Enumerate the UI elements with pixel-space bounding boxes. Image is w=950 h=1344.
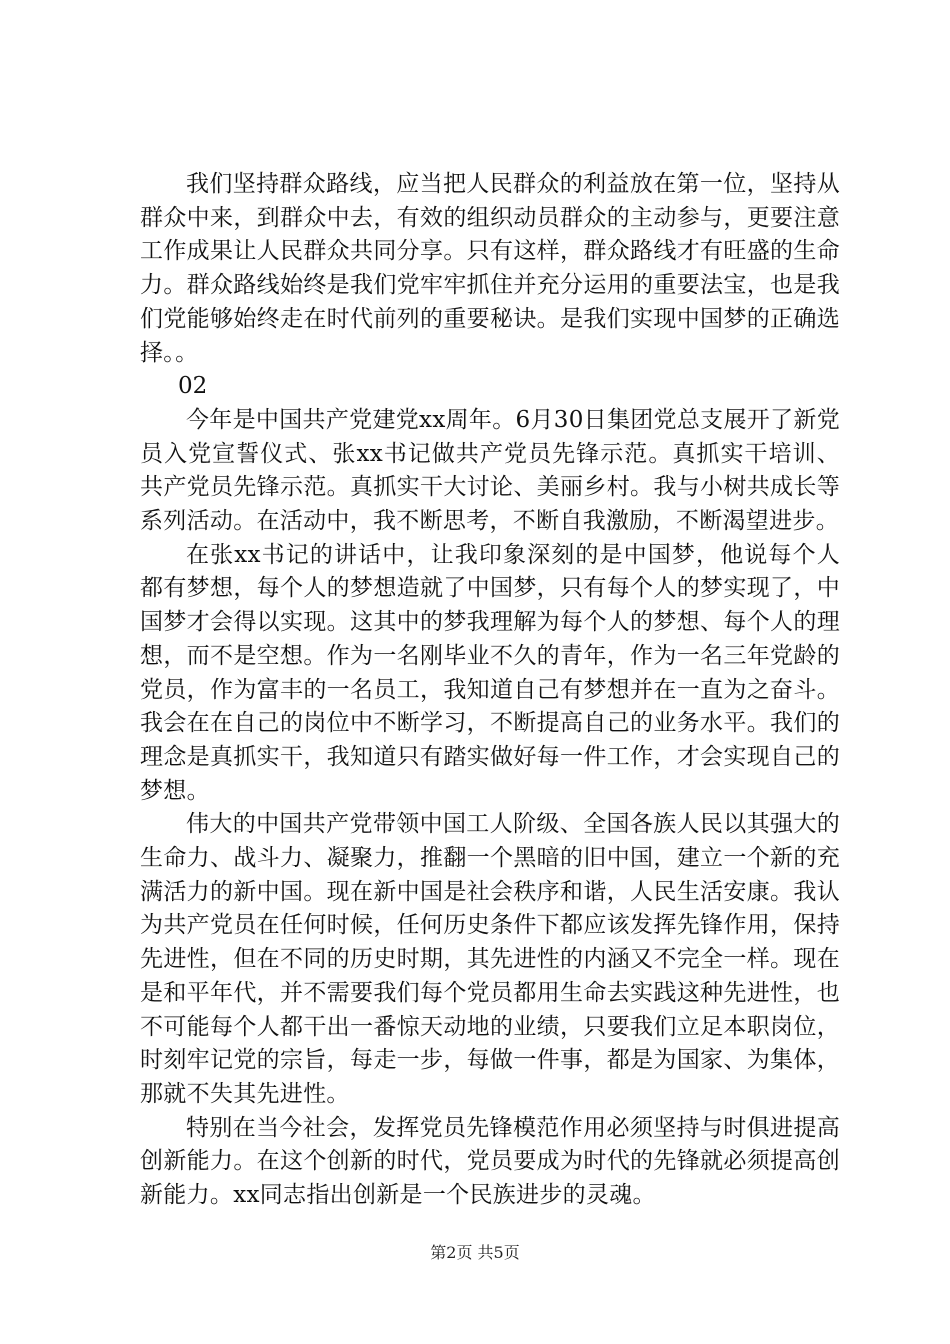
paragraph-mass-line: 我们坚持群众路线，应当把人民群众的利益放在第一位，坚持从群众中来，到群众中去，有效的组织动员群众的主动参与，更要注意工作成果让人民群众共同分享。只有这样，群众路线才有旺盛的生命力。群众路线始终是我们党牢牢抓住并充分运用的重要法宝，也是我们党能够始终走在时代前列的重要秘诀。是我们实现中国梦的正确选择。。 xyxy=(140,171,840,366)
section-number: 02 xyxy=(178,373,208,400)
paragraph-party-vanguard: 伟大的中国共产党带领中国工人阶级、全国各族人民以其强大的生命力、战斗力、凝聚力，推翻一个黑暗的旧中国，建立一个新的充满活力的新中国。现在新中国是社会秩序和谐，人民生活安康。我认为共产党员在任何时候，任何历史条件下都应该发挥先锋作用，保持先进性，但在不同的历史时期，其先进性的内涵又不完全一样。现在是和平年代，并不需要我们每个党员都用生命去实践这种先进性，也不可能每个人都干出一番惊天动地的业绩，只要我们立足本职岗位，时刻牢记党的宗旨，每走一步，每做一件事，都是为国家、为集体，那就不失其先进性。 xyxy=(140,811,840,1107)
paragraph-anniversary-activities: 今年是中国共产党建党xx周年。6月30日集团党总支展开了新党员入党宣誓仪式、张xx书记做共产党员先锋示范。真抓实干培训、共产党员先锋示范。真抓实干大讨论、美丽乡村。我与小树共成长等系列活动。在活动中，我不断思考，不断自我激励，不断渴望进步。 xyxy=(140,406,840,535)
document-body xyxy=(140,168,840,1213)
paragraph-chinese-dream: 在张xx书记的讲话中，让我印象深刻的是中国梦，他说每个人都有梦想，每个人的梦想造就了中国梦，只有每个人的梦实现了，中国梦才会得以实现。这其中的梦我理解为每个人的梦想、每个人的理想，而不是空想。作为一名刚毕业不久的青年，作为一名三年党龄的党员，作为富丰的一名员工，我知道自己有梦想并在一直为之奋斗。我会在在自己的岗位中不断学习，不断提高自己的业务水平。我们的理念是真抓实干，我知道只有踏实做好每一件工作，才会实现自己的梦想。 xyxy=(140,541,840,804)
page-footer: 第2页 共5页 xyxy=(430,1243,520,1262)
paragraph-innovation: 特别在当今社会，发挥党员先锋模范作用必须坚持与时俱进提高创新能力。在这个创新的时代，党员要成为时代的先锋就必须提高创新能力。xx同志指出创新是一个民族进步的灵魂。 xyxy=(140,1114,840,1209)
